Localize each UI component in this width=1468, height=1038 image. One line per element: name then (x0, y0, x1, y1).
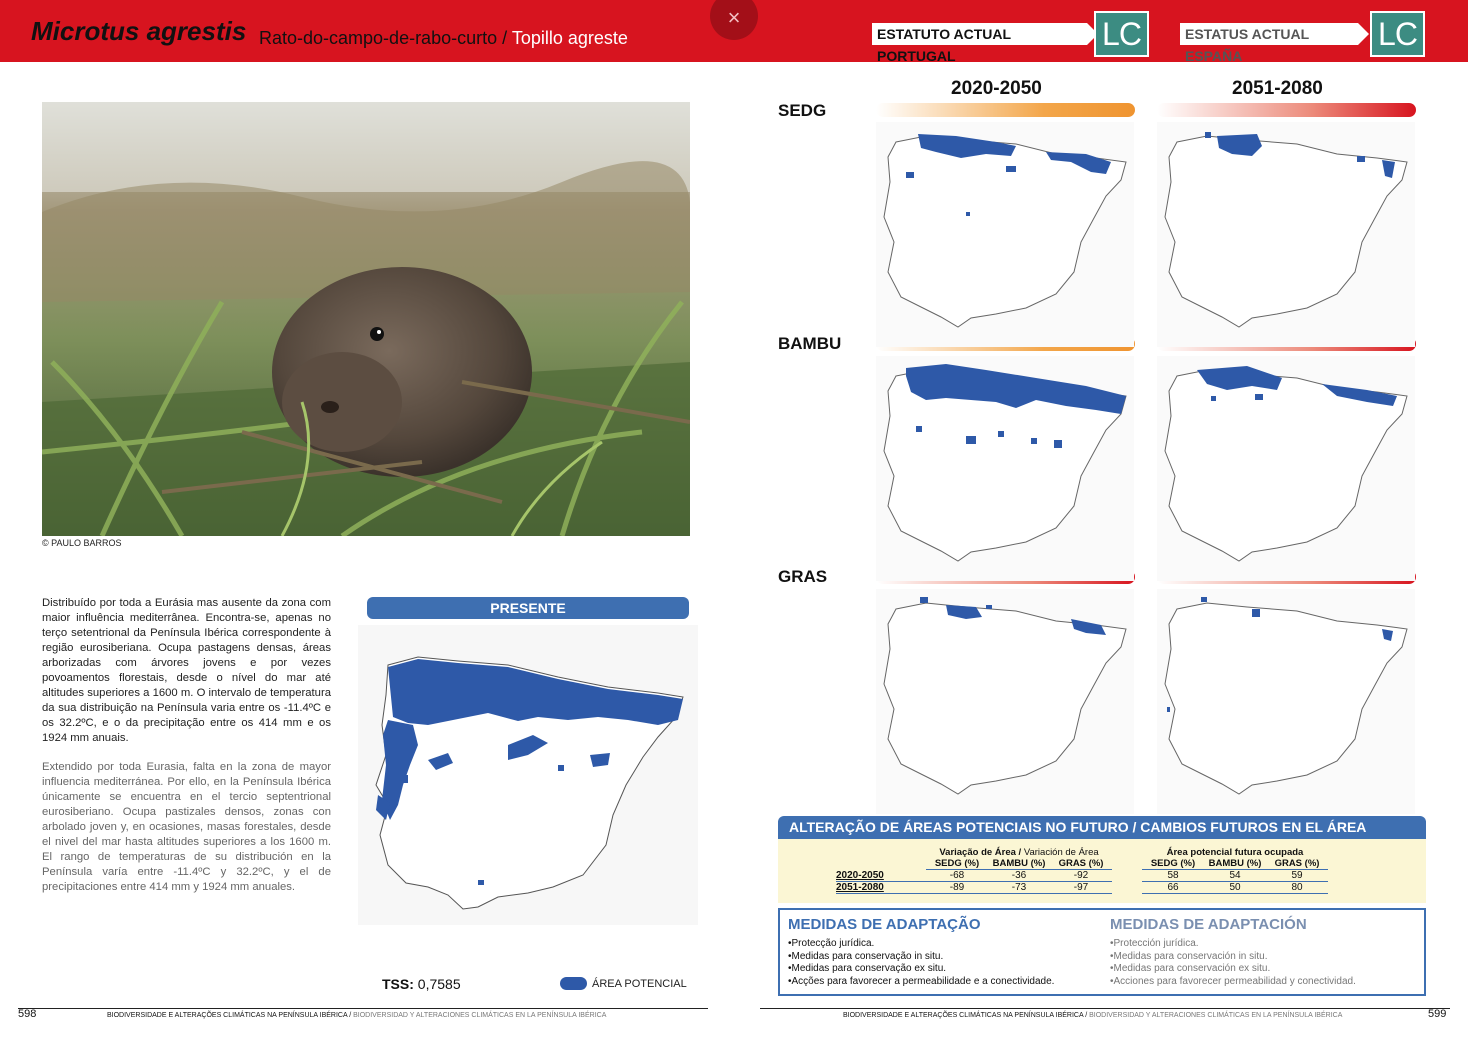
table-cell: -36 (988, 870, 1050, 882)
col-header: GRAS (%) (1266, 858, 1328, 870)
table-cell: -89 (926, 882, 988, 894)
col-header: SEDG (%) (1142, 858, 1204, 870)
present-distribution-map (358, 625, 698, 925)
table-row (836, 882, 1328, 894)
table-cell: 58 (1142, 870, 1204, 882)
footer-rule (760, 1008, 1450, 1009)
adaptation-measures-box (778, 908, 1426, 996)
measures-title-pt: MEDIDAS DE ADAPTAÇÃO (788, 916, 981, 933)
list-item: •Acções para favorecer a permeabilidade e a conectividade. (788, 975, 1055, 987)
scenario-label-sedg: SEDG (778, 101, 827, 120)
period-header-2051-2080: 2051-2080 (1232, 78, 1323, 99)
footer-sep: / (347, 1012, 354, 1019)
footer-sep: / (1083, 1012, 1090, 1019)
table-cell: 80 (1266, 882, 1328, 894)
row-label: 2051-2080 (836, 882, 926, 894)
status-pt-value: LC (1096, 13, 1147, 55)
description-es: Extendido por toda Eurasia, falta en la zona de mayor influencia mediterránea. Por ello, en la Península Ibérica únicamente se encuentra en el tercio septentrional eurosiberiano. Ocupa pastizales densos, zonas con arbolado joven y, en ocasiones, masas forestales, desde el nivel del mar hasta altitudes superiores a los 1600 m. El rango de temperaturas de su distribución en la Península varía entre -11.4ºC y 32.2ºC, y el de precipitaciones entre 414 mm y 1924 mm anuales. (42, 761, 331, 893)
col-header: BAMBU (%) (1204, 858, 1266, 870)
species-photo (42, 102, 690, 536)
legend-swatch-icon (560, 977, 587, 990)
photo-credit: © PAULO BARROS (42, 538, 122, 548)
list-item: •Protecção jurídica. (788, 938, 875, 949)
gradient-bar (1157, 103, 1416, 117)
gradient-bar (876, 103, 1135, 117)
group-variation-es: Variación de Área (1023, 847, 1099, 858)
species-header (0, 0, 1468, 62)
table-cell: -68 (926, 870, 988, 882)
map-sedg-2020-2050 (876, 122, 1134, 347)
footer-title-pt: BIODIVERSIDADE E ALTERAÇÕES CLIMÁTICAS NA PENÍNSULA IBÉRICA (107, 1012, 348, 1019)
col-header: SEDG (%) (926, 858, 988, 870)
alteration-table-panel (778, 839, 1426, 903)
table-cell: -92 (1050, 870, 1112, 882)
close-icon[interactable]: × (710, 0, 758, 40)
scenario-label-gras: GRAS (778, 567, 828, 586)
col-header: GRAS (%) (1050, 858, 1112, 870)
list-item: •Medidas para conservación ex situ. (1110, 963, 1271, 974)
group-future-area: Área potencial futura ocupada (1166, 847, 1304, 858)
map-sedg-2051-2080 (1157, 122, 1415, 347)
measures-list-pt (788, 938, 1054, 988)
map-gras-2020-2050 (876, 589, 1134, 814)
group-variation-area: Variação de Área / Variación de Área (939, 847, 1099, 858)
period-header-2020-2050: 2020-2050 (951, 78, 1042, 99)
tss-label: TSS: (382, 976, 414, 992)
map-bambu-2020-2050 (876, 356, 1134, 581)
species-scientific-name: Microtus agrestis (31, 16, 247, 46)
list-item: •Medidas para conservação in situ. (788, 950, 944, 962)
status-es-label: ESTATUS ACTUAL ESPAÑA (1180, 23, 1358, 45)
footer-title-es: BIODIVERSIDAD Y ALTERACIONES CLIMÁTICAS EN LA PENÍNSULA IBÉRICA (1089, 1012, 1343, 1019)
alteration-table (836, 847, 1328, 894)
tss-value: 0,7585 (417, 976, 461, 992)
status-pt-label: ESTATUTO ACTUAL PORTUGAL (872, 23, 1087, 45)
common-name-pt: Rato-do-campo-de-rabo-curto (259, 28, 498, 48)
footer-title-left (107, 1012, 606, 1019)
list-item: •Protección jurídica. (1110, 938, 1199, 949)
table-cell: 50 (1204, 882, 1266, 894)
name-separator: / (502, 28, 508, 48)
row-label: 2020-2050 (836, 870, 926, 882)
table-cell: 59 (1266, 870, 1328, 882)
measures-list-es (1110, 938, 1356, 988)
footer-title-es: BIODIVERSIDAD Y ALTERACIONES CLIMÁTICAS EN LA PENÍNSULA IBÉRICA (353, 1012, 607, 1019)
status-pt-badge (1094, 11, 1149, 57)
table-cell: 66 (1142, 882, 1204, 894)
page-number-right: 599 (1428, 1008, 1447, 1020)
description-pt: Distribuído por toda a Eurásia mas ausente da zona com maior influência mediterrânea. Encontra-se, apenas no terço setentrional da Península Ibérica correspondente à região eurosiberiana. Ocupa pastagens densas, áreas arborizadas com árvores jovens e por vezes povoamentos florestais, desde o nível do mar até altitudes superiores a 1600 m. O intervalo de temperatura da sua distribuição na Península varia entre os -11.4ºC e os 32.2ºC, e o da precipitação entre os 414 mm e os 1924 mm anuais. (42, 597, 331, 744)
list-item: •Acciones para favorecer permeabilidad y conectividad. (1110, 975, 1356, 987)
footer-rule (18, 1008, 708, 1009)
legend-label: ÁREA POTENCIAL (592, 978, 687, 990)
alteration-title: ALTERAÇÃO DE ÁREAS POTENCIAIS NO FUTURO / CAMBIOS FUTUROS EN EL ÁREA (778, 816, 1426, 839)
map-bambu-2051-2080 (1157, 356, 1415, 581)
present-title: PRESENTE (367, 597, 689, 619)
footer-title-pt: BIODIVERSIDADE E ALTERAÇÕES CLIMÁTICAS NA PENÍNSULA IBÉRICA (843, 1012, 1084, 1019)
map-gras-2051-2080 (1157, 589, 1415, 814)
table-row (836, 870, 1328, 882)
col-header: BAMBU (%) (988, 858, 1050, 870)
status-es-value: LC (1372, 13, 1423, 55)
footer-title-right (843, 1012, 1342, 1019)
page-number-left: 598 (18, 1008, 37, 1020)
table-cell: -97 (1050, 882, 1112, 894)
table-cell: 54 (1204, 870, 1266, 882)
common-name-es: Topillo agreste (511, 28, 628, 48)
status-es-badge (1370, 11, 1425, 57)
scenario-label-bambu: BAMBU (778, 334, 842, 353)
list-item: •Medidas para conservação ex situ. (788, 963, 947, 974)
species-common-names (259, 28, 628, 49)
table-cell: -73 (988, 882, 1050, 894)
measures-title-es: MEDIDAS DE ADAPTACIÓN (1110, 916, 1307, 933)
tss-score (382, 976, 461, 992)
list-item: •Medidas para conservación in situ. (1110, 950, 1268, 962)
group-variation-pt: Variação de Área (939, 847, 1016, 858)
